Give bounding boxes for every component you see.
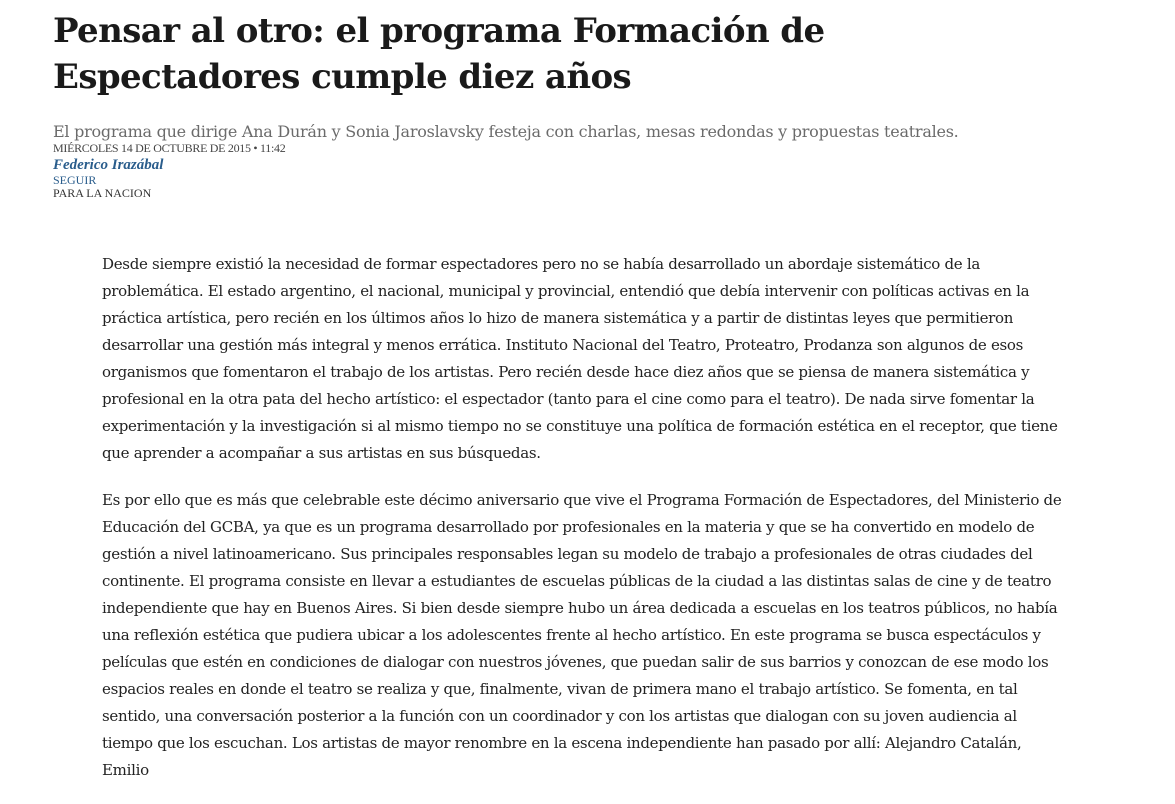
article-header (53, 8, 1153, 200)
article-dateline: MIÉRCOLES 14 DE OCTUBRE DE 2015 • 11:42 (53, 141, 286, 155)
article-paragraph-2: Es por ello que es más que celebrable este décimo aniversario que vive el Programa Formación de Espectadores, del Ministerio de Educación del GCBA, ya que es un programa desarrollado por profesionales en la materia y que se ha convertido en modelo de gestión a nivel latinoamericano. Sus principales responsables legan su modelo de trabajo a profesionales de otras ciudades del continente. El programa consiste en llevar a estudiantes de escuelas públicas de la ciudad a las distintas salas de cine y de teatro independiente que hay en Buenos Aires. Si bien desde siempre hubo un área dedicada a escuelas en los teatros públicos, no había una reflexión estética que pudiera ubicar a los adolescentes frente al hecho artístico. En este programa se busca espectáculos y películas que estén en condiciones de dialogar con nuestros jóvenes, que puedan salir de sus barrios y conozcan de ese modo los espacios reales en donde el teatro se realiza y que, finalmente, vivan de primera mano el trabajo artístico. Se fomenta, en tal sentido, una conversación posterior a la función con un coordinador y con los artistas que dialogan con su joven audiencia al tiempo que los escuchan. Los artistas de mayor renombre en la escena independiente han pasado por allí: Alejandro Catalán, Emilio (102, 491, 1062, 779)
article-body (102, 251, 1064, 804)
article-paragraph-1: Desde siempre existió la necesidad de formar espectadores pero no se había desarrollado un abordaje sistemático de la problemática. El estado argentino, el nacional, municipal y provincial, entendió que debía intervenir con políticas activas en la práctica artística, pero recién en los últimos años lo hizo de manera sistemática y a partir de distintas leyes que permitieron desarrollar una gestión más integral y menos errática. Instituto Nacional del Teatro, Proteatro, Prodanza son algunos de esos organismos que fomentaron el trabajo de los artistas. Pero recién desde hace diez años que se piensa de manera sistemática y profesional en la otra pata del hecho artístico: el espectador (tanto para el cine como para el teatro). De nada sirve fomentar la experimentación y la investigación si al mismo tiempo no se constituye una política de formación estética en el receptor, que tiene que aprender a acompañar a sus artistas en sus búsquedas. (102, 255, 1058, 462)
author-link[interactable]: Federico Irazábal (53, 157, 164, 173)
author-outlet: PARA LA NACION (53, 186, 152, 200)
follow-author-link[interactable]: SEGUIR (53, 173, 97, 187)
article-headline: Pensar al otro: el programa Formación de Espectadores cumple diez años (53, 11, 825, 97)
article-subtitle: El programa que dirige Ana Durán y Sonia Jaroslavsky festeja con charlas, mesas redondas y propuestas teatrales. (53, 122, 959, 141)
